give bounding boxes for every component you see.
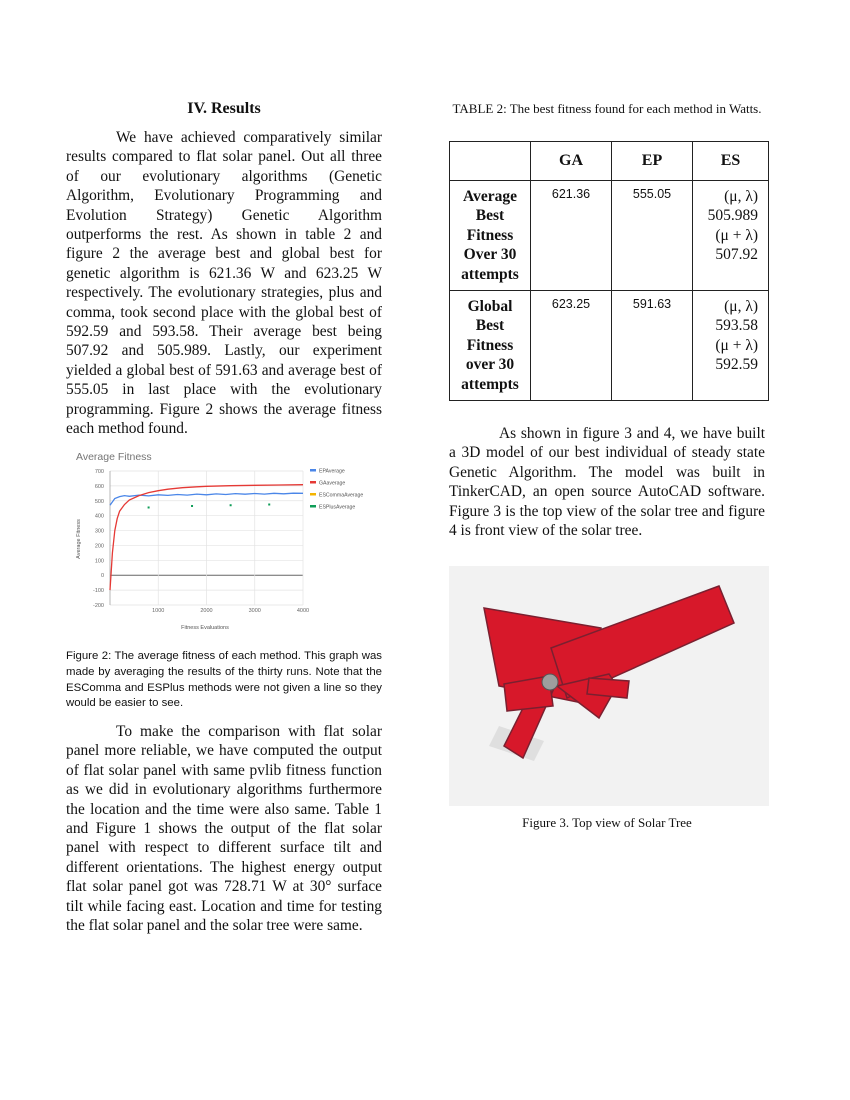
series-point-esplusaverage	[148, 506, 150, 508]
legend-label: ESCommaAverage	[319, 492, 364, 499]
paragraph-flat-panel	[66, 722, 382, 935]
y-tick-label: -200	[92, 603, 104, 609]
cell-ga-global: 623.25	[531, 291, 612, 401]
y-tick-label: 200	[94, 543, 104, 550]
panel-small-right	[587, 678, 629, 698]
table-row	[450, 181, 769, 291]
legend-label: EPAverage	[319, 468, 345, 475]
y-tick-label: 600	[94, 483, 104, 490]
figure-2	[68, 447, 364, 637]
y-tick-label: 700	[94, 469, 104, 475]
cell-ga-average: 621.36	[531, 181, 612, 291]
average-fitness-chart	[68, 447, 364, 632]
header-ep: EP	[612, 142, 693, 181]
es-comma-value: 593.58	[715, 317, 758, 335]
paragraph-results	[66, 128, 382, 439]
es-plus-label: (μ + λ)	[715, 336, 758, 354]
legend-swatch-escommaaverage	[310, 493, 316, 496]
table-row	[450, 291, 769, 401]
header-empty	[450, 142, 531, 181]
legend-swatch-gaaverage	[310, 481, 316, 484]
table-header-row	[450, 142, 769, 181]
legend-label: ESPlusAverage	[319, 504, 356, 511]
cell-es-average	[693, 181, 769, 291]
figure-3-caption: Figure 3. Top view of Solar Tree	[522, 815, 692, 830]
header-es: ES	[693, 142, 769, 181]
y-tick-label: 400	[94, 513, 104, 520]
legend-label: GAaverage	[319, 480, 346, 487]
es-comma-label: (μ, λ)	[724, 298, 758, 316]
figure-2-caption: Figure 2: The average fitness of each method. This graph was made by averaging the results of the thirty runs. Note that the ESComma and ESPlus methods were not given a line so they would be easier to see.	[66, 650, 382, 710]
row-label-global: Global Best Fitness over 30 attempts	[450, 291, 531, 401]
chart-legend	[310, 469, 363, 511]
table-2-caption: TABLE 2: The best fitness found for each method in Watts.	[452, 101, 762, 116]
x-tick-label: 4000	[296, 608, 310, 614]
x-tick-label: 2000	[200, 608, 213, 614]
es-comma-value: 505.989	[707, 207, 758, 225]
tree-trunk-top	[542, 674, 558, 690]
paragraph-text: To make the comparison with flat solar panel more reliable, we have computed the output of flat solar panel with same pvlib fitness function as we did in evolutionary algorithms furthermore the location and the time were also same. Table 1 and Figure 1 shows the output of the flat solar panel with respect to different surface tilt and different orientations. The highest energy output flat solar panel got was 728.71 W at 30° surface tilt while facing east. Location and time for testing the flat solar panel and the solar tree were same.	[66, 723, 382, 935]
cell-ep-average: 555.05	[612, 181, 693, 291]
legend-swatch-epaverage	[310, 469, 316, 472]
y-axis-label: Average Fitness	[76, 519, 82, 559]
legend-swatch-esplusaverage	[310, 505, 316, 508]
y-tick-label: 300	[94, 528, 104, 535]
es-plus-label: (μ + λ)	[715, 226, 758, 244]
y-tick-label: 500	[94, 498, 104, 505]
table-2	[449, 141, 769, 401]
y-tick-label: -100	[92, 588, 104, 595]
paragraph-3d-model	[449, 424, 765, 540]
es-plus-value: 507.92	[715, 246, 758, 264]
paragraph-text: We have achieved comparatively similar results compared to flat solar panel. Out all three of our evolutionary algorithms (Genetic Algorithm, Evolutionary Programming and Evolution Strategy) Genetic Algorithm outperforms the rest. As shown in table 2 and figure 2 the average best and global best for genetic algorithm is 621.36 W and 623.25 W respectively. The evolutionary strategies, plus and comma, took second place with the global best of 592.59 and 593.58. Their average best being 507.92 and 505.989. Lastly, our experiment yielded a global best of 591.63 and average best of 555.05 in last place with the evolutionary programming. Figure 2 shows the average fitness each method found.	[66, 129, 382, 438]
paragraph-text: As shown in figure 3 and 4, we have built a 3D model of our best individual of steady state Genetic Algorithm. The model was built in TinkerCAD, an open source AutoCAD software. Figure 3 is the top view of the solar tree and figure 4 is front view of the solar tree.	[449, 425, 765, 540]
chart-title: Average Fitness	[76, 451, 152, 463]
header-ga: GA	[531, 142, 612, 181]
es-comma-label: (μ, λ)	[724, 188, 758, 205]
figure-3	[449, 566, 769, 811]
section-heading: IV. Results	[187, 100, 261, 117]
y-tick-label: 100	[94, 558, 104, 565]
series-point-esplusaverage	[268, 504, 270, 506]
x-tick-label: 1000	[152, 608, 165, 614]
solar-tree-top-view	[449, 566, 769, 806]
y-axis-ticks	[93, 469, 104, 609]
cell-es-global	[693, 291, 769, 401]
x-axis-ticks	[152, 608, 309, 614]
cell-ep-global: 591.63	[612, 291, 693, 401]
series-point-esplusaverage	[230, 504, 232, 506]
es-plus-value: 592.59	[715, 356, 758, 374]
x-axis-label: Fitness Evaluations	[181, 625, 229, 631]
series-point-esplusaverage	[191, 505, 193, 507]
y-tick-label: 0	[100, 573, 104, 580]
row-label-average: Average Best Fitness Over 30 attempts	[450, 181, 531, 291]
chart-grid	[110, 471, 303, 605]
x-tick-label: 3000	[248, 608, 261, 614]
